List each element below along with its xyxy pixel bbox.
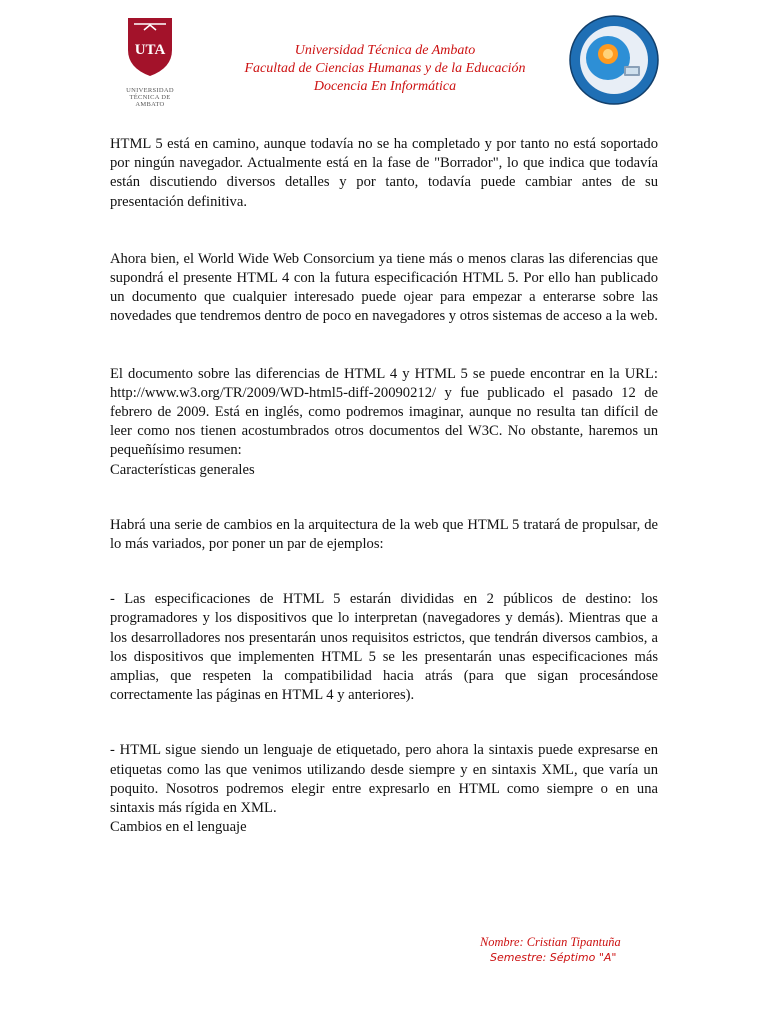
university-name: Universidad Técnica de Ambato <box>294 43 476 58</box>
section-heading-general: Características generales <box>110 461 255 478</box>
logo-mark-text: UTA <box>134 42 166 58</box>
faculty-seal-logo <box>568 14 660 106</box>
university-logo <box>118 14 182 108</box>
author-signature <box>480 934 680 966</box>
department-name: Docencia En Informática <box>313 79 457 94</box>
paragraph-2: Ahora bien, el World Wide Web Consorcium ya tiene más o menos claras las diferencias que supondrá el presente HTML 4 con la futura especificación HTML 5. Por ello han publicado un documento que cualquier interesado puede ojear para empezar a enterarse sobre las novedades que tendremos dentro de poco en navegadores y otros sistemas de acceso a la web. <box>110 250 658 325</box>
author-name: Nombre: Cristian Tipantuña <box>480 935 621 949</box>
paragraph-6: - HTML sigue siendo un lenguaje de etiquetado, pero ahora la sintaxis puede expresarse en etiquetas como las que venimos utilizando desde siempre y en sintaxis XML, que varía un poquito. Nosotros podremos elegir entre expresarlo en HTML como siempre o en una sintaxis más rígida en XML. <box>110 742 658 817</box>
paragraph-3: El documento sobre las diferencias de HTML 4 y HTML 5 se puede encontrar en la URL: http://www.w3.org/TR/2009/WD-html5-diff-20090212/ y fue publicado el pasado 12 de febrero de 2009. Está en inglés, como podremos imaginar, aunque no resulta tan difícil de leer como nos tienen acostumbrados otros documentos del W3C. No obstante, haremos un pequeñísimo resumen: <box>110 365 658 459</box>
faculty-name: Facultad de Ciencias Humanas y de la Educación <box>244 61 526 76</box>
document-header <box>200 42 570 96</box>
paragraph-5: - Las especificaciones de HTML 5 estarán divididas en 2 públicos de destino: los programadores y los dispositivos que lo interpretan (navegadores y demás). Mientras que a los desarrolladores nos presentarán unos requisitos estrictos, que tendrán diversos cambios, a los dispositivos que implementen HTML 5 se les presentarán unas especificaciones más amplias, que respeten la compatibilidad hacia atrás (para que sigan procesándose correctamente las páginas en HTML 4 y anteriores). <box>110 591 658 704</box>
uta-shield-icon <box>118 14 182 78</box>
author-semester: Semestre: Séptimo "A" <box>490 951 617 964</box>
section-heading-language: Cambios en el lenguaje <box>110 819 247 836</box>
logo-caption-2: TÉCNICA DE AMBATO <box>129 94 171 108</box>
logo-caption-1: UNIVERSIDAD <box>126 87 174 94</box>
paragraph-1: HTML 5 está en camino, aunque todavía no se ha completado y por tanto no está soportado por ningún navegador. Actualmente está en la fase de "Borrador", lo que indica que todavía están discutiendo diversos detalles y por tanto, todavía puede cambiar antes de su presentación definitiva. <box>110 136 658 210</box>
faculty-seal-icon <box>568 14 660 106</box>
paragraph-4: Habrá una serie de cambios en la arquitectura de la web que HTML 5 tratará de propulsar, de lo más variados, por poner un par de ejemplos: <box>110 516 658 553</box>
document-body <box>110 135 658 837</box>
